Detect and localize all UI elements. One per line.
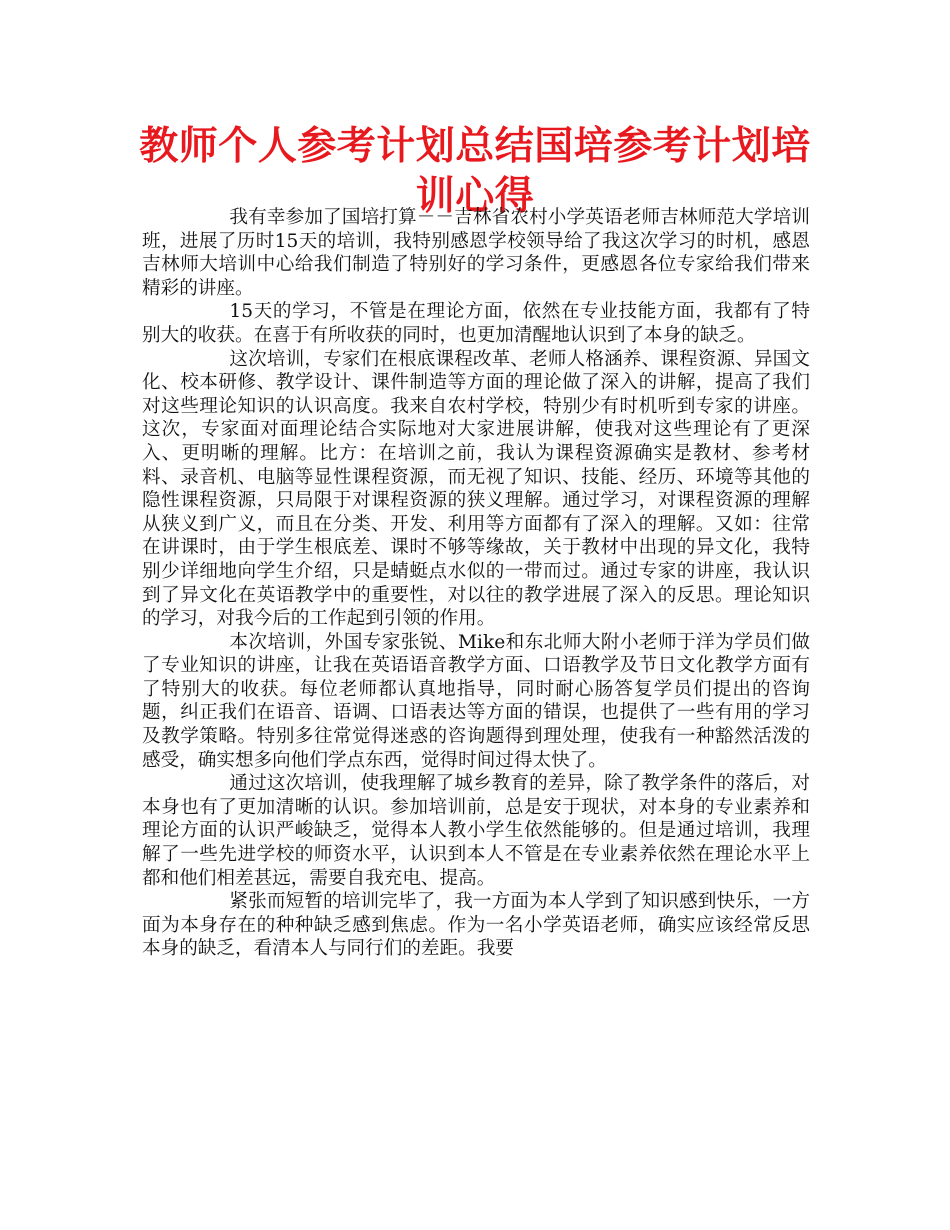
paragraph-2: 15天的学习，不管是在理论方面，依然在专业技能方面，我都有了特别大的收获。在喜于有所收获的同时，也更加清醒地认识到了本身的缺乏。 [142, 301, 810, 346]
paragraph-6: 紧张而短暂的培训完毕了，我一方面为本人学到了知识感到快乐，一方面为本身存在的种种缺乏感到焦虑。作为一名小学英语老师，确实应该经常反思本身的缺乏，看清本人与同行们的差距。我要 [142, 891, 810, 960]
paragraph-1: 我有幸参加了国培打算－－吉林省农村小学英语老师吉林师范大学培训班，进展了历时15天的培训，我特别感恩学校领导给了我这次学习的时机，感恩吉林师大培训中心给我们制造了特别好的学习条件，更感恩各位专家给我们带来精彩的讲座。 [142, 207, 810, 299]
paragraph-5: 通过这次培训，使我理解了城乡教育的差异，除了教学条件的落后，对本身也有了更加清晰的认识。参加培训前，总是安于现状，对本身的专业素养和理论方面的认识严峻缺乏，觉得本人教小学生依然能够的。但是通过培训，我理解了一些先进学校的师资水平，认识到本人不管是在专业素养依然在理论水平上都和他们相差甚远，需要自我充电、提高。 [142, 773, 810, 889]
document-body [142, 206, 810, 961]
paragraph-4: 本次培训，外国专家张锐、Mike和东北师大附小老师于洋为学员们做了专业知识的讲座，让我在英语语音教学方面、口语教学及节日文化教学方面有了特别大的收获。每位老师都认真地指导，同时耐心肠答复学员们提出的咨询题，纠正我们在语音、语调、口语表达等方面的错误，也提供了一些有用的学习及教学策略。特别多往常觉得迷惑的咨询题得到理处理，使我有一种豁然活泼的感受，确实想多向他们学点东西，觉得时间过得太快了。 [142, 631, 810, 771]
paragraph-3: 这次培训，专家们在根底课程改革、老师人格涵养、课程资源、异国文化、校本研修、教学设计、课件制造等方面的理论做了深入的讲解，提高了我们对这些理论知识的认识高度。我来自农村学校，特别少有时机听到专家的讲座。这次，专家面对面理论结合实际地对大家进展讲解，使我对这些理论有了更深入、更明晰的理解。比方：在培训之前，我认为课程资源确实是教材、参考材料、录音机、电脑等显性课程资源，而无视了知识、技能、经历、环境等其他的隐性课程资源，只局限于对课程资源的狭义理解。通过学习，对课程资源的理解从狭义到广义，而且在分类、开发、利用等方面都有了深入的理解。又如：往常在讲课时，由于学生根底差、课时不够等缘故，关于教材中出现的异文化，我特别少详细地向学生介绍，只是蜻蜓点水似的一带而过。通过专家的讲座，我认识到了异文化在英语教学中的重要性，对以往的教学进展了深入的反思。理论知识的学习，对我今后的工作起到引领的作用。 [142, 348, 810, 630]
document-title: 教师个人参考计划总结国培参考计划培训心得 [139, 124, 811, 219]
